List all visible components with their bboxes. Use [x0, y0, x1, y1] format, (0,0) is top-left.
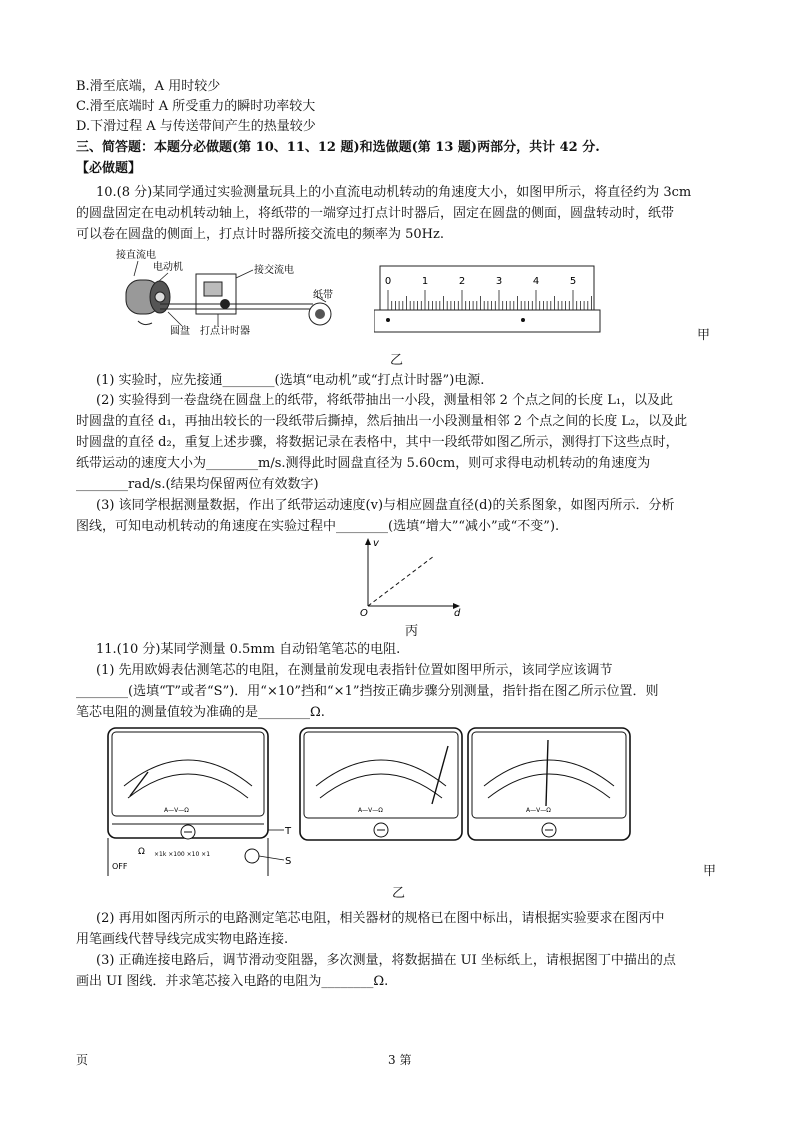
q11-part2-1: (2) 再用如图丙所示的电路测定笔芯电阻，相关器材的规格已在图中标出，请根据实验要求在图丙中	[96, 911, 665, 926]
caption-bing: 丙	[405, 624, 419, 639]
footer-left: 页	[76, 1053, 89, 1067]
multimeter-figure	[102, 726, 642, 878]
svg-text:3: 3	[495, 276, 503, 287]
label-tape: 纸带	[313, 290, 333, 301]
svg-text:0: 0	[384, 276, 392, 287]
ruler-figure	[374, 262, 604, 340]
ruler-ticks	[388, 290, 592, 310]
svg-text:×1k ×100 ×10 ×1: ×1k ×100 ×10 ×1	[154, 851, 211, 858]
q11-part1-3: 笔芯电阻的测量值较为准确的是________Ω.	[76, 705, 325, 720]
paper-tape	[374, 310, 600, 332]
label-s: S	[285, 856, 292, 867]
q10-part3-1: (3) 该同学根据测量数据，作出了纸带运动速度(v)与相应圆盘直径(d)的关系图象，如图丙所示．分析	[96, 498, 675, 513]
svg-text:A—V—Ω: A—V—Ω	[358, 807, 383, 814]
label-dc: 接直流电	[116, 250, 156, 261]
q10-part2-5: ________rad/s.(结果均保留两位有效数字)	[76, 477, 319, 492]
svg-text:2: 2	[458, 276, 466, 287]
svg-text:4: 4	[532, 276, 540, 287]
label-t: T	[285, 826, 292, 837]
label-timer: 打点计时器	[200, 326, 250, 337]
label-disk: 圆盘	[170, 326, 190, 337]
axis-v: v	[373, 538, 379, 549]
q10-intro-1: 10.(8 分)某同学通过实验测量玩具上的小直流电动机转动的角速度大小，如图甲所示，将直径约为 3cm	[96, 185, 692, 200]
q11-part1-1: (1) 先用欧姆表估测笔芯的电阻，在测量前发现电表指针位置如图甲所示，该同学应该调节	[96, 663, 613, 678]
q10-intro-3: 可以卷在圆盘的侧面上，打点计时器所接交流电的频率为 50Hz.	[76, 227, 444, 242]
svg-text:5: 5	[569, 276, 577, 287]
tape-dot	[386, 318, 390, 322]
option-d: D.下滑过程 A 与传送带间产生的热量较少	[76, 119, 316, 134]
q10-part2-1: (2) 实验得到一卷盘绕在圆盘上的纸带，将纸带抽出一小段，测量相邻 2 个点之间的长度 L₁，以及此	[96, 393, 674, 408]
axis-d: d	[454, 608, 461, 618]
v-d-graph	[358, 536, 468, 618]
meter-a	[108, 728, 292, 876]
svg-text:1: 1	[421, 276, 429, 287]
caption-yi-2: 乙	[392, 886, 406, 901]
option-b: B.滑至底端，A 用时较少	[76, 79, 221, 94]
q11-part3-1: (3) 正确连接电路后，调节滑动变阻器，多次测量，将数据描在 UI 坐标纸上，请根据图丁中描出的点	[96, 953, 676, 968]
ruler-numbers	[385, 276, 576, 287]
footer-page: 3 第	[388, 1053, 412, 1067]
q10-part2-3: 时圆盘的直径 d₂，重复上述步骤，将数据记录在表格中，其中一段纸带如图乙所示，测得打下这些点时，	[76, 435, 679, 450]
q10-part1: (1) 实验时，应先接通________(选填“电动机”或“打点计时器”)电源.	[96, 373, 485, 388]
meter-b	[300, 728, 462, 840]
q11-part3-2: 画出 UI 图线．并求笔芯接入电路的电阻为________Ω.	[76, 974, 389, 989]
q11-intro: 11.(10 分)某同学测量 0.5mm 自动铅笔笔芯的电阻.	[96, 642, 401, 657]
q10-intro-2: 的圆盘固定在电动机转动轴上，将纸带的一端穿过打点计时器后，固定在圆盘的侧面，圆盘转动时，纸带	[76, 206, 675, 221]
tape-dot	[521, 318, 525, 322]
required-label: 【必做题】	[76, 161, 142, 176]
caption-jia-2: 甲	[703, 864, 717, 879]
q10-part2-4: 纸带运动的速度大小为________m/s.测得此时圆盘直径为 5.60cm，则可求得电动机转动的角速度为	[76, 456, 651, 471]
svg-text:A—V—Ω: A—V—Ω	[526, 807, 551, 814]
svg-text:OFF: OFF	[112, 862, 128, 871]
meter-c	[468, 728, 630, 840]
label-ac: 接交流电	[254, 265, 294, 276]
q11-part1-2: ________(选填“T”或者“S”)．用“×10”挡和“×1”挡按正确步骤分别测量，指针指在图乙所示位置．则	[76, 684, 659, 699]
timer-drawing	[196, 270, 253, 326]
q11-part2-2: 用笔画线代替导线完成实物电路连接.	[76, 932, 289, 947]
q10-part2-2: 时圆盘的直径 d₁，再抽出较长的一段纸带后撕掉，然后抽出一小段测量相邻 2 个点之间的长度 L₂，以及此	[76, 414, 688, 429]
apparatus-figure	[108, 246, 353, 346]
svg-text:A—V—Ω: A—V—Ω	[164, 807, 189, 814]
origin: O	[360, 608, 368, 618]
v-d-line	[368, 556, 434, 606]
q10-part3-2: 图线，可知电动机转动的角速度在实验过程中________(选填“增大”“减小”或“不变”).	[76, 519, 560, 534]
option-c: C.滑至底端时 A 所受重力的瞬时功率较大	[76, 99, 316, 114]
svg-text:Ω: Ω	[138, 847, 145, 857]
label-motor: 电动机	[153, 262, 183, 273]
section-heading: 三、简答题：本题分必做题(第 10、11、12 题)和选做题(第 13 题)两部分，共计 42 分.	[76, 140, 600, 155]
caption-jia: 甲	[697, 328, 711, 343]
caption-yi: 乙	[390, 353, 404, 368]
